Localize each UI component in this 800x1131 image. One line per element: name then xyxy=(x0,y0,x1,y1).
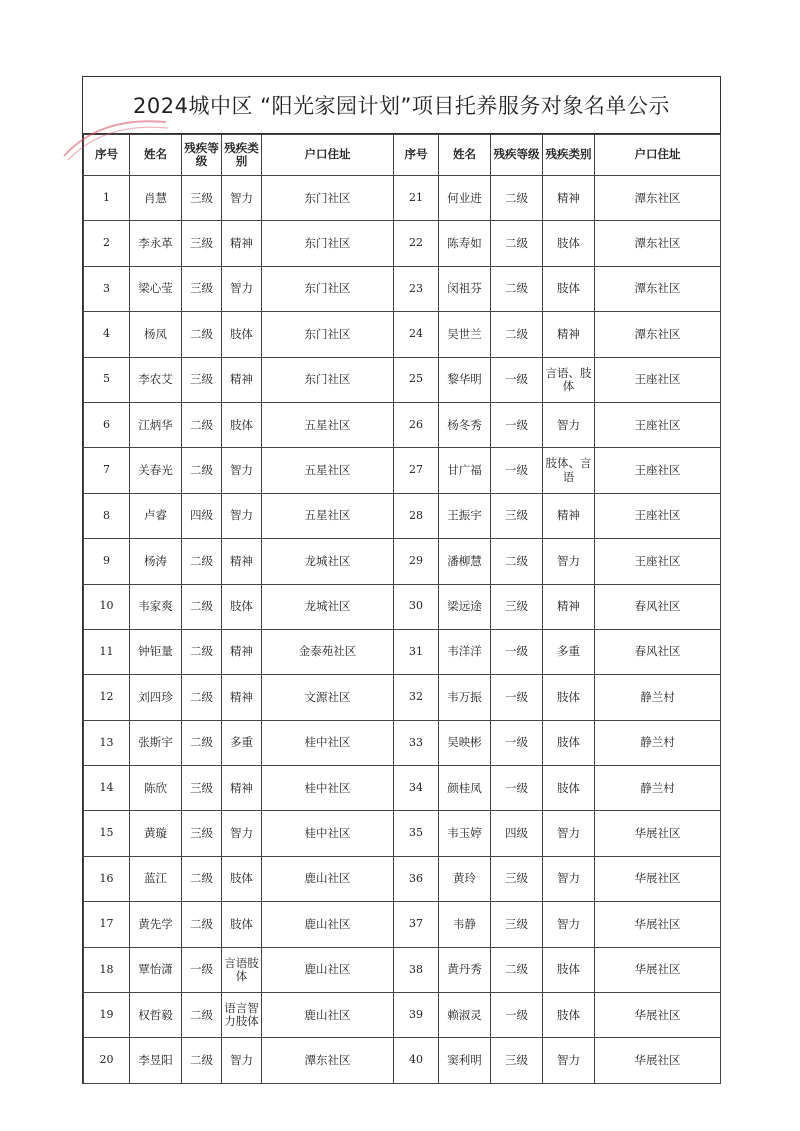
cell-type-left: 肢体 xyxy=(222,584,262,629)
cell-level-left: 三级 xyxy=(182,811,222,856)
cell-type-left: 智力 xyxy=(222,176,262,221)
cell-name-right: 赖淑灵 xyxy=(439,993,491,1038)
cell-address-left: 龙城社区 xyxy=(262,584,394,629)
cell-seq-left: 15 xyxy=(84,811,130,856)
table-row xyxy=(84,221,721,266)
cell-address-right: 华展社区 xyxy=(595,947,721,992)
cell-address-left: 桂中社区 xyxy=(262,766,394,811)
cell-type-right: 智力 xyxy=(543,902,595,947)
cell-address-right: 静兰村 xyxy=(595,675,721,720)
cell-type-right: 智力 xyxy=(543,1038,595,1083)
cell-level-right: 三级 xyxy=(491,584,543,629)
table-row xyxy=(84,902,721,947)
cell-seq-right: 24 xyxy=(394,312,439,357)
cell-type-left: 精神 xyxy=(222,357,262,402)
cell-level-left: 二级 xyxy=(182,629,222,674)
cell-level-right: 二级 xyxy=(491,176,543,221)
cell-name-left: 韦家爽 xyxy=(130,584,182,629)
roster-table xyxy=(83,134,721,1084)
cell-name-left: 黄璇 xyxy=(130,811,182,856)
cell-type-right: 肢体 xyxy=(543,266,595,311)
cell-level-left: 二级 xyxy=(182,448,222,493)
cell-address-right: 王座社区 xyxy=(595,402,721,447)
cell-level-right: 一级 xyxy=(491,720,543,765)
cell-seq-left: 12 xyxy=(84,675,130,720)
cell-type-left: 多重 xyxy=(222,720,262,765)
cell-seq-left: 11 xyxy=(84,629,130,674)
header-address-right: 户口住址 xyxy=(595,135,721,176)
cell-name-right: 窦利明 xyxy=(439,1038,491,1083)
cell-seq-left: 16 xyxy=(84,856,130,901)
cell-seq-right: 35 xyxy=(394,811,439,856)
cell-name-left: 钟钜量 xyxy=(130,629,182,674)
cell-type-right: 精神 xyxy=(543,493,595,538)
cell-address-right: 潭东社区 xyxy=(595,176,721,221)
cell-name-right: 潘柳慧 xyxy=(439,539,491,584)
cell-address-right: 华展社区 xyxy=(595,856,721,901)
cell-name-right: 吴映彬 xyxy=(439,720,491,765)
cell-name-right: 韦玉婷 xyxy=(439,811,491,856)
table-row xyxy=(84,584,721,629)
cell-type-right: 肢体 xyxy=(543,720,595,765)
cell-seq-right: 29 xyxy=(394,539,439,584)
cell-level-right: 一级 xyxy=(491,357,543,402)
cell-level-right: 三级 xyxy=(491,902,543,947)
cell-address-left: 东门社区 xyxy=(262,266,394,311)
cell-type-left: 智力 xyxy=(222,448,262,493)
cell-address-right: 静兰村 xyxy=(595,766,721,811)
table-row xyxy=(84,993,721,1038)
cell-level-right: 一级 xyxy=(491,448,543,493)
cell-seq-right: 23 xyxy=(394,266,439,311)
cell-level-right: 一级 xyxy=(491,993,543,1038)
cell-type-left: 智力 xyxy=(222,1038,262,1083)
table-row xyxy=(84,856,721,901)
cell-type-right: 智力 xyxy=(543,539,595,584)
cell-name-left: 江炳华 xyxy=(130,402,182,447)
cell-type-left: 精神 xyxy=(222,221,262,266)
cell-address-left: 鹿山社区 xyxy=(262,902,394,947)
cell-type-right: 肢体 xyxy=(543,766,595,811)
cell-type-right: 肢体 xyxy=(543,221,595,266)
cell-address-right: 华展社区 xyxy=(595,902,721,947)
cell-name-left: 梁心莹 xyxy=(130,266,182,311)
cell-level-left: 四级 xyxy=(182,493,222,538)
cell-type-left: 精神 xyxy=(222,629,262,674)
header-type: 残疾类别 xyxy=(222,135,262,176)
cell-address-left: 桂中社区 xyxy=(262,811,394,856)
cell-name-left: 黄先学 xyxy=(130,902,182,947)
cell-type-right: 智力 xyxy=(543,402,595,447)
cell-level-left: 三级 xyxy=(182,766,222,811)
cell-name-right: 韦洋洋 xyxy=(439,629,491,674)
cell-address-left: 金泰苑社区 xyxy=(262,629,394,674)
cell-name-left: 李昱阳 xyxy=(130,1038,182,1083)
cell-seq-right: 31 xyxy=(394,629,439,674)
header-seq: 序号 xyxy=(84,135,130,176)
cell-level-left: 三级 xyxy=(182,357,222,402)
cell-address-left: 鹿山社区 xyxy=(262,947,394,992)
cell-type-right: 精神 xyxy=(543,584,595,629)
cell-seq-right: 26 xyxy=(394,402,439,447)
cell-seq-left: 2 xyxy=(84,221,130,266)
cell-name-right: 陈寿如 xyxy=(439,221,491,266)
cell-seq-left: 17 xyxy=(84,902,130,947)
cell-address-right: 春风社区 xyxy=(595,629,721,674)
cell-address-right: 潭东社区 xyxy=(595,221,721,266)
cell-address-left: 龙城社区 xyxy=(262,539,394,584)
cell-seq-left: 18 xyxy=(84,947,130,992)
cell-seq-right: 40 xyxy=(394,1038,439,1083)
table-row xyxy=(84,312,721,357)
header-level-right: 残疾等级 xyxy=(491,135,543,176)
cell-address-left: 潭东社区 xyxy=(262,1038,394,1083)
table-row xyxy=(84,357,721,402)
cell-level-right: 三级 xyxy=(491,493,543,538)
cell-seq-left: 6 xyxy=(84,402,130,447)
cell-name-left: 覃怡潇 xyxy=(130,947,182,992)
table-row xyxy=(84,629,721,674)
cell-level-right: 二级 xyxy=(491,312,543,357)
cell-address-right: 王座社区 xyxy=(595,539,721,584)
cell-address-right: 华展社区 xyxy=(595,993,721,1038)
cell-address-left: 文源社区 xyxy=(262,675,394,720)
header-seq-right: 序号 xyxy=(394,135,439,176)
cell-type-right: 智力 xyxy=(543,811,595,856)
cell-level-right: 一级 xyxy=(491,402,543,447)
cell-level-left: 二级 xyxy=(182,720,222,765)
cell-seq-left: 13 xyxy=(84,720,130,765)
cell-name-left: 李农艾 xyxy=(130,357,182,402)
cell-seq-left: 5 xyxy=(84,357,130,402)
cell-address-right: 潭东社区 xyxy=(595,312,721,357)
cell-name-left: 陈欣 xyxy=(130,766,182,811)
cell-name-right: 黄丹秀 xyxy=(439,947,491,992)
cell-address-left: 鹿山社区 xyxy=(262,993,394,1038)
table-header-row xyxy=(84,135,721,176)
cell-type-left: 言语肢体 xyxy=(222,947,262,992)
cell-seq-left: 14 xyxy=(84,766,130,811)
cell-seq-right: 36 xyxy=(394,856,439,901)
header-type-right: 残疾类别 xyxy=(543,135,595,176)
cell-address-left: 五星社区 xyxy=(262,493,394,538)
cell-level-right: 二级 xyxy=(491,947,543,992)
cell-name-left: 张斯宇 xyxy=(130,720,182,765)
table-row xyxy=(84,675,721,720)
cell-address-right: 华展社区 xyxy=(595,811,721,856)
cell-level-right: 三级 xyxy=(491,856,543,901)
document-title: 2024城中区 “阳光家园计划”项目托养服务对象名单公示 xyxy=(83,77,720,134)
cell-seq-left: 4 xyxy=(84,312,130,357)
cell-type-right: 智力 xyxy=(543,856,595,901)
cell-level-left: 三级 xyxy=(182,266,222,311)
cell-level-left: 二级 xyxy=(182,902,222,947)
cell-address-left: 桂中社区 xyxy=(262,720,394,765)
cell-seq-left: 8 xyxy=(84,493,130,538)
cell-level-left: 二级 xyxy=(182,539,222,584)
cell-name-right: 韦万振 xyxy=(439,675,491,720)
table-row xyxy=(84,766,721,811)
cell-type-right: 多重 xyxy=(543,629,595,674)
cell-level-right: 一级 xyxy=(491,675,543,720)
cell-name-left: 关春光 xyxy=(130,448,182,493)
cell-seq-left: 10 xyxy=(84,584,130,629)
cell-address-right: 春风社区 xyxy=(595,584,721,629)
cell-address-right: 王座社区 xyxy=(595,357,721,402)
cell-type-left: 智力 xyxy=(222,493,262,538)
roster-sheet xyxy=(82,76,721,1084)
cell-level-left: 二级 xyxy=(182,312,222,357)
cell-address-right: 华展社区 xyxy=(595,1038,721,1083)
cell-level-right: 一级 xyxy=(491,629,543,674)
cell-seq-left: 7 xyxy=(84,448,130,493)
cell-address-left: 东门社区 xyxy=(262,176,394,221)
cell-level-left: 三级 xyxy=(182,221,222,266)
cell-address-left: 东门社区 xyxy=(262,357,394,402)
cell-name-left: 肖慧 xyxy=(130,176,182,221)
cell-seq-right: 28 xyxy=(394,493,439,538)
cell-level-left: 二级 xyxy=(182,675,222,720)
cell-type-left: 肢体 xyxy=(222,402,262,447)
cell-name-right: 闵祖芬 xyxy=(439,266,491,311)
cell-name-right: 王振宇 xyxy=(439,493,491,538)
cell-type-right: 肢体、言语 xyxy=(543,448,595,493)
cell-seq-left: 19 xyxy=(84,993,130,1038)
table-row xyxy=(84,539,721,584)
cell-level-right: 三级 xyxy=(491,1038,543,1083)
table-row xyxy=(84,720,721,765)
cell-seq-left: 3 xyxy=(84,266,130,311)
cell-level-right: 二级 xyxy=(491,266,543,311)
cell-type-left: 精神 xyxy=(222,766,262,811)
cell-type-right: 肢体 xyxy=(543,993,595,1038)
cell-address-right: 王座社区 xyxy=(595,448,721,493)
cell-seq-right: 38 xyxy=(394,947,439,992)
cell-name-left: 李永革 xyxy=(130,221,182,266)
cell-name-left: 卢睿 xyxy=(130,493,182,538)
cell-name-left: 蓝江 xyxy=(130,856,182,901)
cell-level-left: 二级 xyxy=(182,856,222,901)
cell-name-left: 杨凤 xyxy=(130,312,182,357)
cell-name-right: 韦静 xyxy=(439,902,491,947)
cell-seq-right: 37 xyxy=(394,902,439,947)
roster-body xyxy=(84,176,721,1084)
cell-level-right: 一级 xyxy=(491,766,543,811)
cell-seq-right: 33 xyxy=(394,720,439,765)
cell-name-right: 甘广福 xyxy=(439,448,491,493)
cell-name-right: 梁远途 xyxy=(439,584,491,629)
cell-seq-right: 34 xyxy=(394,766,439,811)
cell-type-left: 肢体 xyxy=(222,312,262,357)
cell-type-left: 智力 xyxy=(222,811,262,856)
table-row xyxy=(84,448,721,493)
cell-level-right: 四级 xyxy=(491,811,543,856)
cell-type-left: 肢体 xyxy=(222,856,262,901)
cell-name-right: 吴世兰 xyxy=(439,312,491,357)
cell-level-left: 一级 xyxy=(182,947,222,992)
header-name: 姓名 xyxy=(130,135,182,176)
table-row xyxy=(84,811,721,856)
cell-address-right: 潭东社区 xyxy=(595,266,721,311)
cell-type-right: 言语、肢体 xyxy=(543,357,595,402)
cell-address-right: 王座社区 xyxy=(595,493,721,538)
cell-name-right: 颜桂凤 xyxy=(439,766,491,811)
header-address: 户口住址 xyxy=(262,135,394,176)
cell-name-left: 杨涛 xyxy=(130,539,182,584)
cell-level-right: 二级 xyxy=(491,221,543,266)
cell-seq-left: 1 xyxy=(84,176,130,221)
cell-level-right: 二级 xyxy=(491,539,543,584)
table-row xyxy=(84,493,721,538)
cell-level-left: 二级 xyxy=(182,1038,222,1083)
cell-type-left: 语言智力肢体 xyxy=(222,993,262,1038)
cell-type-left: 智力 xyxy=(222,266,262,311)
cell-seq-right: 30 xyxy=(394,584,439,629)
cell-address-left: 五星社区 xyxy=(262,402,394,447)
cell-level-left: 二级 xyxy=(182,402,222,447)
cell-address-left: 鹿山社区 xyxy=(262,856,394,901)
cell-name-right: 黎华明 xyxy=(439,357,491,402)
cell-name-right: 黄玲 xyxy=(439,856,491,901)
header-level: 残疾等级 xyxy=(182,135,222,176)
cell-seq-right: 32 xyxy=(394,675,439,720)
cell-type-right: 肢体 xyxy=(543,947,595,992)
cell-seq-right: 25 xyxy=(394,357,439,402)
cell-level-left: 二级 xyxy=(182,993,222,1038)
table-row xyxy=(84,947,721,992)
cell-seq-left: 20 xyxy=(84,1038,130,1083)
table-row xyxy=(84,176,721,221)
cell-type-left: 肢体 xyxy=(222,902,262,947)
cell-type-right: 精神 xyxy=(543,176,595,221)
cell-seq-left: 9 xyxy=(84,539,130,584)
cell-level-left: 二级 xyxy=(182,584,222,629)
cell-seq-right: 39 xyxy=(394,993,439,1038)
cell-name-left: 权哲毅 xyxy=(130,993,182,1038)
cell-seq-right: 21 xyxy=(394,176,439,221)
cell-address-left: 东门社区 xyxy=(262,221,394,266)
table-row xyxy=(84,266,721,311)
cell-type-left: 精神 xyxy=(222,539,262,584)
cell-seq-right: 22 xyxy=(394,221,439,266)
table-row xyxy=(84,402,721,447)
cell-seq-right: 27 xyxy=(394,448,439,493)
cell-address-right: 静兰村 xyxy=(595,720,721,765)
cell-type-left: 精神 xyxy=(222,675,262,720)
cell-type-right: 精神 xyxy=(543,312,595,357)
cell-level-left: 三级 xyxy=(182,176,222,221)
cell-name-right: 杨冬秀 xyxy=(439,402,491,447)
table-row xyxy=(84,1038,721,1083)
cell-address-left: 五星社区 xyxy=(262,448,394,493)
cell-address-left: 东门社区 xyxy=(262,312,394,357)
cell-type-right: 肢体 xyxy=(543,675,595,720)
cell-name-right: 何业进 xyxy=(439,176,491,221)
cell-name-left: 刘四珍 xyxy=(130,675,182,720)
header-name-right: 姓名 xyxy=(439,135,491,176)
